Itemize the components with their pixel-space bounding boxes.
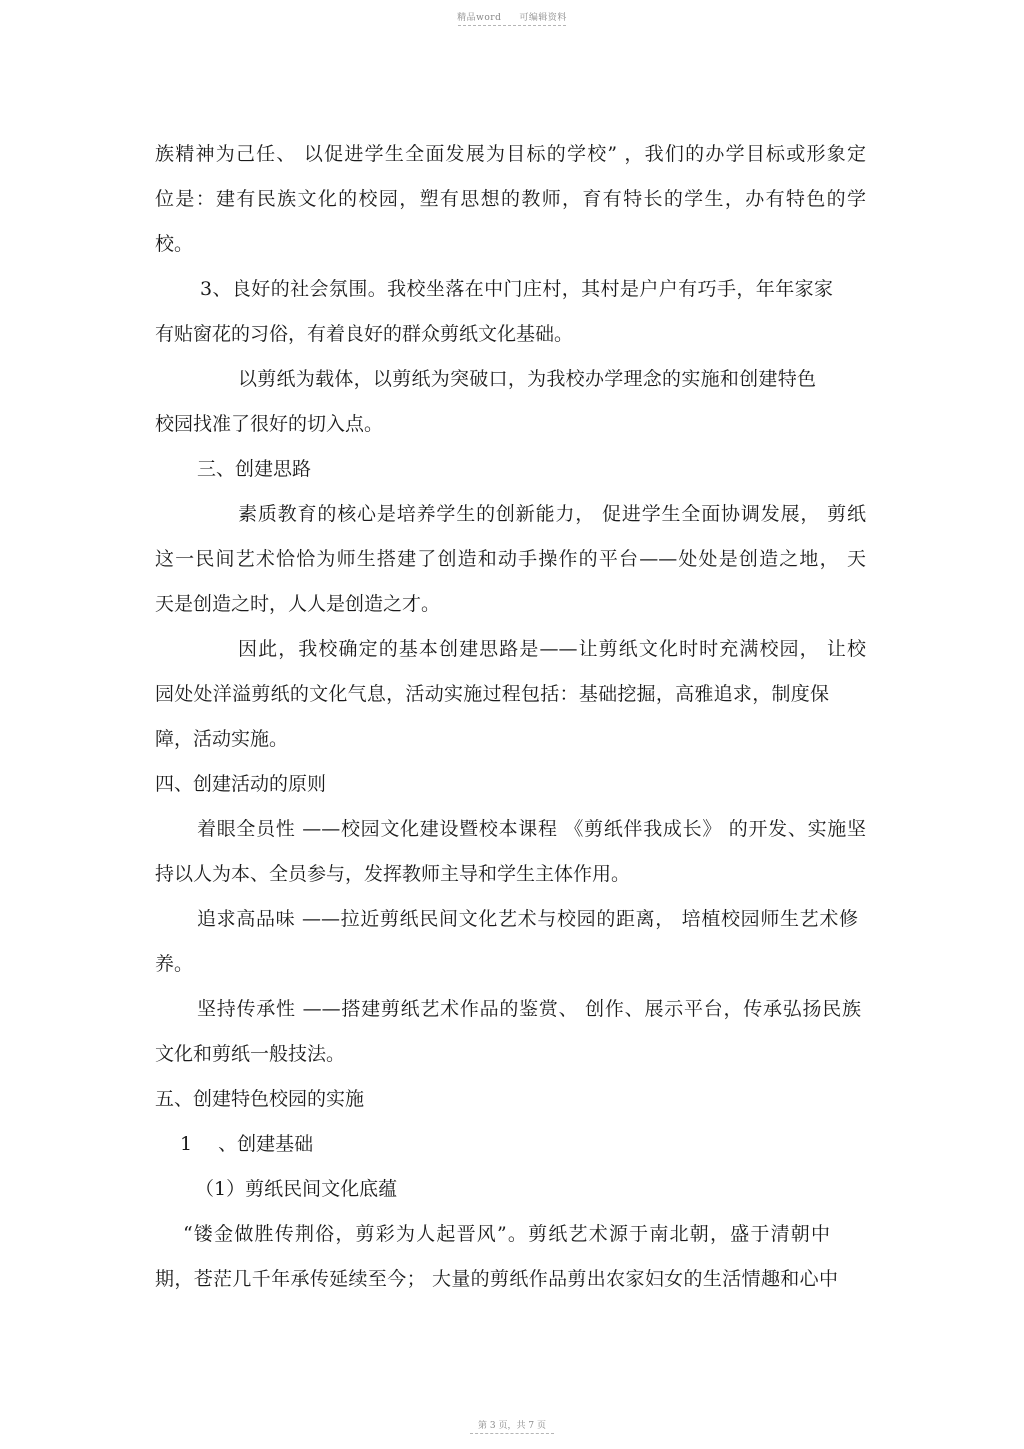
header-right-text: 可编辑资料 bbox=[519, 13, 567, 23]
page-footer: 第 3 页，共 7 页 bbox=[478, 1421, 546, 1431]
body-line: 天是创造之时，人人是创造之才。 bbox=[155, 593, 441, 615]
subsection-heading: 1 、创建基础 bbox=[180, 1133, 314, 1155]
body-line: 因此，我校确定的基本创建思路是——让剪纸文化时时充满校园， 让校 bbox=[238, 638, 866, 660]
body-line: 着眼全员性 ——校园文化建设暨校本课程 《剪纸伴我成长》 的开发、实施坚 bbox=[197, 818, 866, 840]
body-line: 期，苍茫几千年承传延续至今； 大量的剪纸作品剪出农家妇女的生活情趣和心中 bbox=[155, 1268, 838, 1290]
body-line: 持以人为本、全员参与，发挥教师主导和学生主体作用。 bbox=[155, 863, 631, 885]
body-line: 校。 bbox=[155, 233, 194, 255]
body-line: “镂金做胜传荆俗，剪彩为人起晋风”。剪纸艺术源于南北朝，盛于清朝中 bbox=[183, 1223, 830, 1245]
subsection-heading: （1）剪纸民间文化底蕴 bbox=[195, 1178, 398, 1200]
body-line: 障，活动实施。 bbox=[155, 728, 289, 750]
body-line: 园处处洋溢剪纸的文化气息，活动实施过程包括：基础挖掘，高雅追求，制度保 bbox=[155, 683, 829, 705]
body-line: 养。 bbox=[155, 953, 194, 975]
body-line: 有贴窗花的习俗，有着良好的群众剪纸文化基础。 bbox=[155, 323, 574, 345]
body-line: 族精神为己任、 以促进学生全面发展为目标的学校” ，我们的办学目标或形象定 bbox=[155, 143, 866, 165]
body-line: 坚持传承性 ——搭建剪纸艺术作品的鉴赏、 创作、展示平台，传承弘扬民族 bbox=[197, 998, 861, 1020]
footer-divider bbox=[470, 1433, 554, 1434]
section-heading: 四、创建活动的原则 bbox=[155, 773, 327, 795]
body-line: 追求高品味 ——拉近剪纸民间文化艺术与校园的距离， 培植校园师生艺术修 bbox=[197, 908, 858, 930]
body-line: 位是：建有民族文化的校园，塑有思想的教师，育有特长的学生，办有特色的学 bbox=[155, 188, 866, 210]
body-line: 这一民间艺术恰恰为师生搭建了创造和动手操作的平台——处处是创造之地， 天 bbox=[155, 548, 866, 570]
body-line: 以剪纸为载体，以剪纸为突破口，为我校办学理念的实施和创建特色 bbox=[238, 368, 816, 390]
body-line: 素质教育的核心是培养学生的创新能力， 促进学生全面协调发展， 剪纸 bbox=[238, 503, 866, 525]
header-left-text: 精品word bbox=[457, 13, 502, 23]
body-line: 文化和剪纸一般技法。 bbox=[155, 1043, 346, 1065]
header-divider bbox=[458, 25, 566, 26]
section-heading: 三、创建思路 bbox=[197, 458, 312, 480]
section-heading: 五、创建特色校园的实施 bbox=[155, 1088, 365, 1110]
body-line: 3、良好的社会氛围。我校坐落在中门庄村，其村是户户有巧手，年年家家 bbox=[200, 278, 833, 300]
page-header bbox=[0, 10, 1024, 23]
body-line: 校园找准了很好的切入点。 bbox=[155, 413, 384, 435]
